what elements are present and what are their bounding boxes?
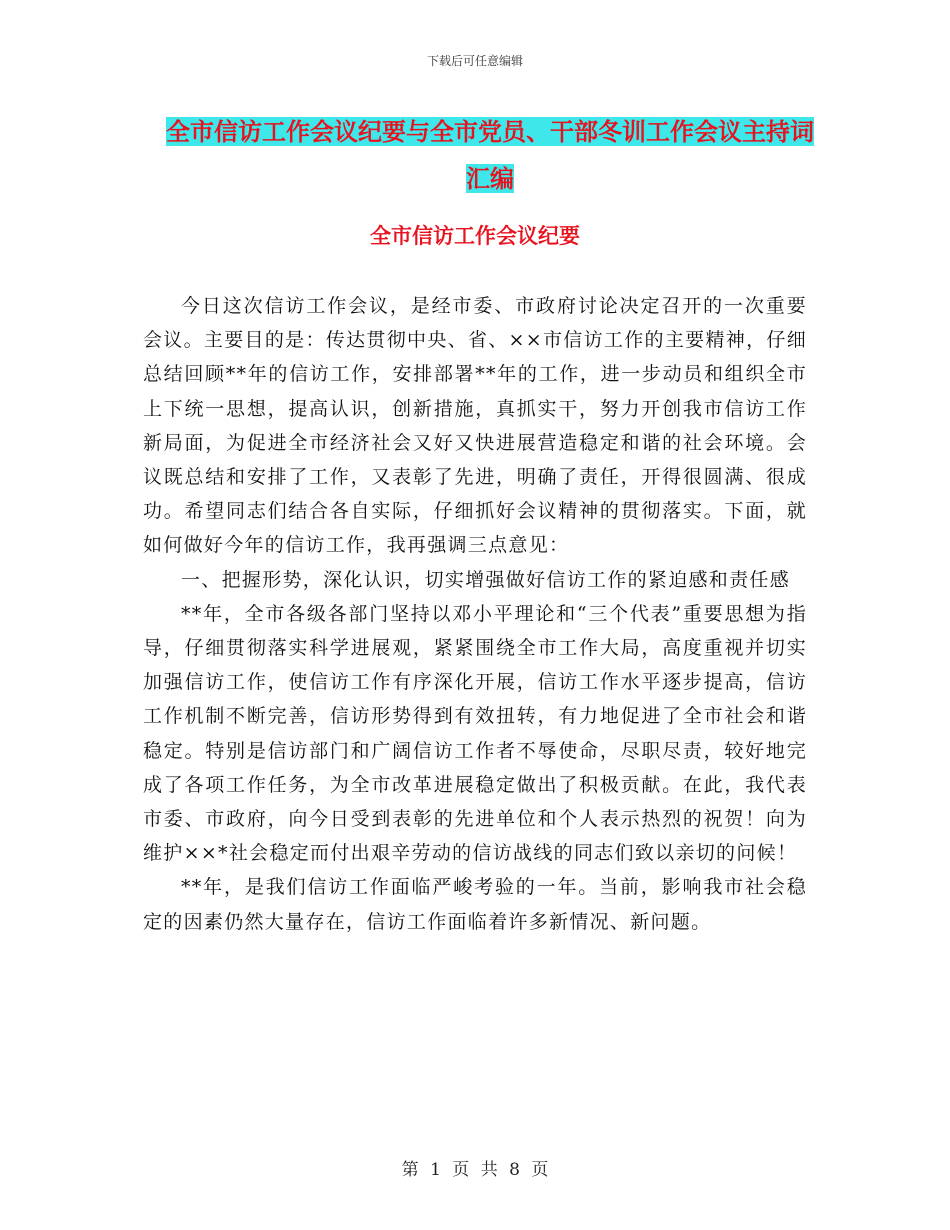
- paragraph: **年，全市各级各部门坚持以邓小平理论和“三个代表”重要思想为指导，仔细贯彻落实科学进展观，紧紧围绕全市工作大局，高度重视并切实加强信访工作，使信访工作有序深化开展，信访工作水平逐步提高，信访工作机制不断完善，信访形势得到有效扭转，有力地促进了全市社会和谐稳定。特别是信访部门和广阔信访工作者不辱使命，尽职尽责，较好地完成了各项工作任务，为全市改革进展稳定做出了积极贡献。在此，我代表市委、市政府，向今日受到表彰的先进单位和个人表示热烈的祝贺！向为维护××*社会稳定而付出艰辛劳动的信访战线的同志们致以亲切的问候！: [143, 602, 807, 865]
- paragraph: 一、把握形势，深化认识，切实增强做好信访工作的紧迫感和责任感: [181, 568, 791, 591]
- document-title: [160, 108, 820, 202]
- header-note: 下载后可任意编辑: [426, 54, 523, 68]
- paragraph: **年，是我们信访工作面临严峻考验的一年。当前，影响我市社会稳定的因素仍然大量存在，信访工作面临着许多新情况、新问题。: [143, 876, 807, 933]
- paragraph: 今日这次信访工作会议，是经市委、市政府讨论决定召开的一次重要会议。主要目的是：传达贯彻中央、省、××市信访工作的主要精神，仔细总结回顾**年的信访工作，安排部署**年的工作，进一步动员和组织全市上下统一思想，提高认识，创新措施，真抓实干，努力开创我市信访工作新局面，为促进全市经济社会又好又快进展营造稳定和谐的社会环境。会议既总结和安排了工作，又表彰了先进，明确了责任，开得很圆满、很成功。希望同志们结合各自实际，仔细抓好会议精神的贯彻落实。下面，就如何做好今年的信访工作，我再强调三点意见：: [143, 295, 807, 557]
- section-title: 全市信访工作会议纪要: [370, 223, 580, 248]
- document-title-text: 全市信访工作会议纪要与全市党员、干部冬训工作会议主持词汇编: [166, 117, 814, 193]
- document-body: [143, 289, 807, 939]
- page-number: 第 1 页 共 8 页: [401, 1160, 549, 1180]
